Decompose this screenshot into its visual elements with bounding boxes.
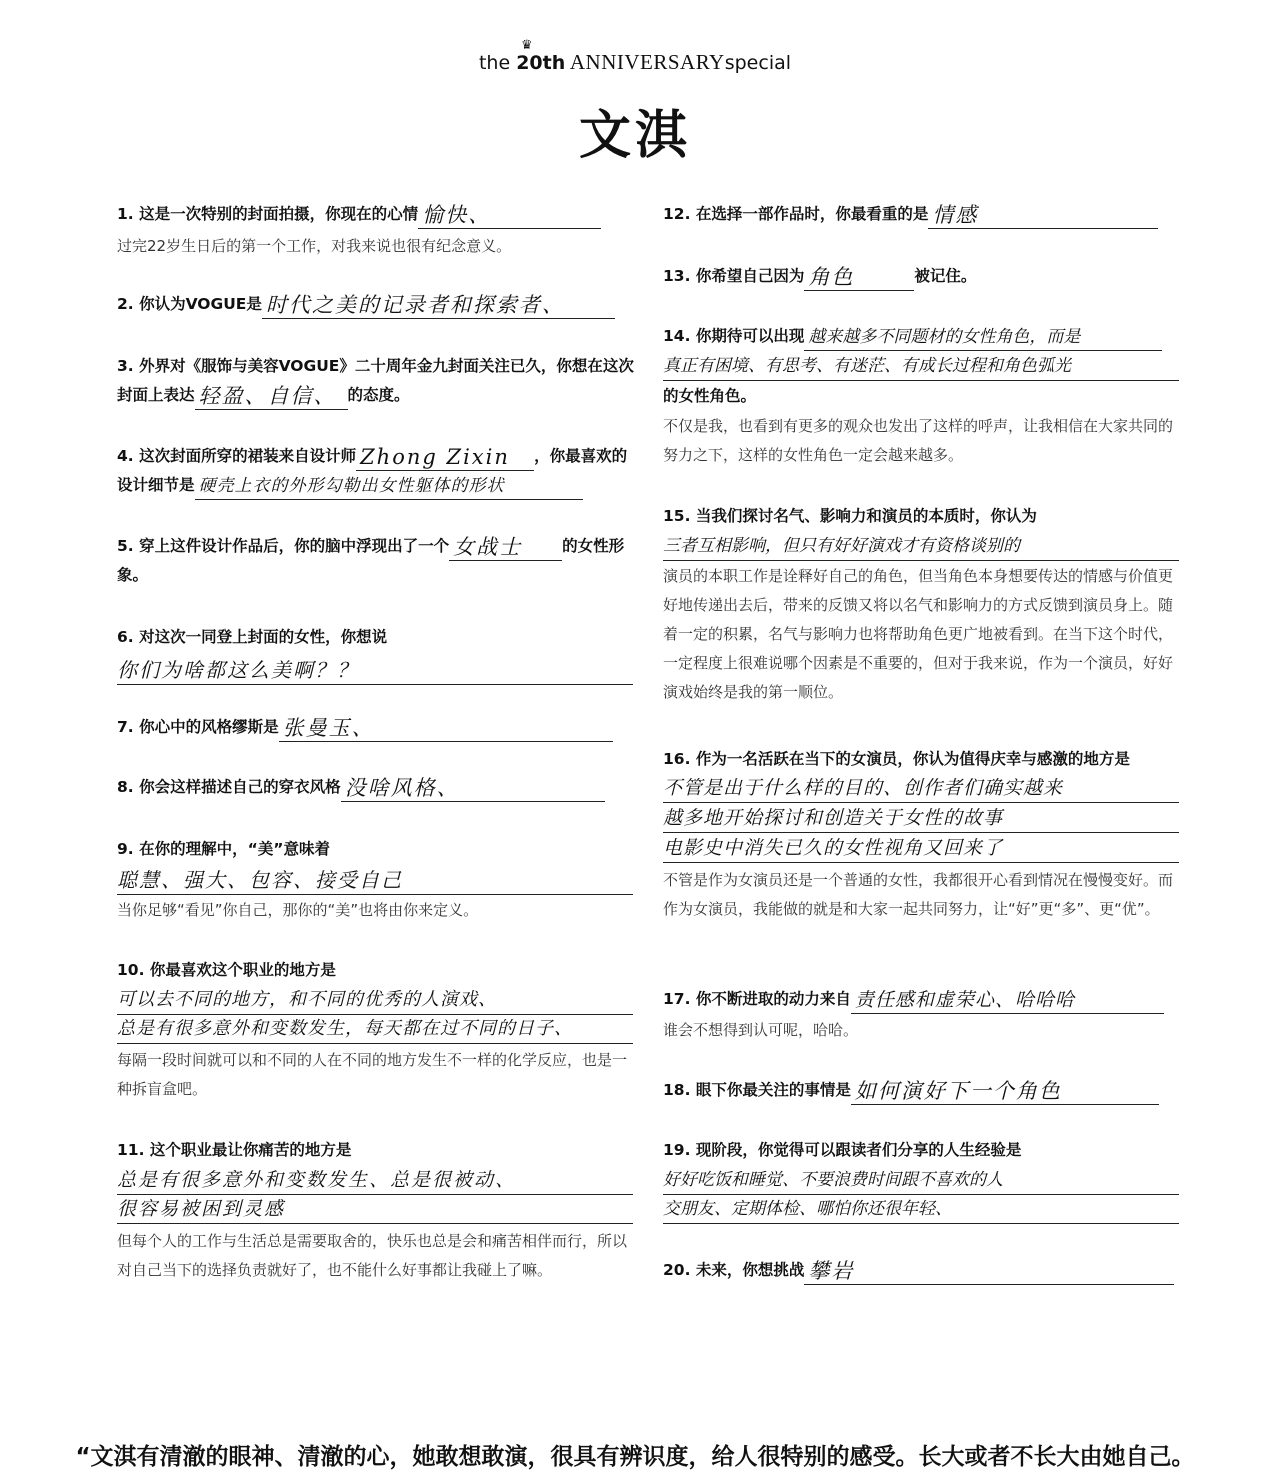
answer-16-line-1: 不管是出于什么样的目的、创作者们确实越来	[663, 774, 1179, 803]
note-16: 不管是作为女演员还是一个普通的女性，我都很开心看到情况在慢慢变好。而作为女演员，我能做的就是和大家一起共同努力，让“好”更“多”、更“优”。	[663, 871, 1174, 918]
question-12: 12. 在选择一部作品时，你最看重的是 情感	[663, 200, 1183, 229]
page-title: 文淇	[578, 105, 691, 166]
brand-the: the	[478, 52, 517, 74]
note-17: 谁会不想得到认可呢，哈哈。	[663, 1021, 859, 1039]
answer-10-line-1: 可以去不同的地方，和不同的优秀的人演戏、	[117, 986, 633, 1015]
answer-17: 责任感和虚荣心、哈哈哈	[851, 987, 1164, 1014]
note-14: 不仅是我，也看到有更多的观众也发出了这样的呼声，让我相信在大家共同的努力之下，这样的女性角色一定会越来越多。	[663, 417, 1174, 464]
question-1: 1. 这是一次特别的封面拍摄，你现在的心情 愉快、	[117, 200, 637, 229]
answer-2: 时代之美的记录者和探索者、	[262, 292, 615, 319]
answer-9: 聪慧、强大、包容、接受自己	[117, 866, 633, 895]
header	[0, 38, 1270, 168]
question-10: 10. 你最喜欢这个职业的地方是	[117, 961, 336, 979]
answer-1: 愉快、	[418, 202, 601, 229]
answer-18: 如何演好下一个角色	[851, 1078, 1159, 1105]
question-7: 7. 你心中的风格缪斯是 张曼玉、	[117, 713, 637, 742]
question-11: 11. 这个职业最让你痛苦的地方是	[117, 1141, 352, 1159]
answer-15: 三者互相影响，但只有好好演戏才有资格谈别的	[663, 532, 1179, 561]
answer-12: 情感	[928, 202, 1158, 229]
answer-5: 女战士	[449, 534, 562, 561]
question-16: 16. 作为一名活跃在当下的女演员，你认为值得庆幸与感激的地方是	[663, 750, 1130, 768]
answer-3: 轻盈、自信、	[195, 383, 348, 410]
pull-quote: “文淇有清澈的眼神、清澈的心，她敢想敢演，很具有辨识度，给人很特别的感受。长大或者不长大由她自己。	[75, 1444, 1195, 1470]
question-20: 20. 未来，你想挑战 攀岩	[663, 1256, 1183, 1285]
answer-16-line-2: 越多地开始探讨和创造关于女性的故事	[663, 804, 1179, 833]
note-10: 每隔一段时间就可以和不同的人在不同的地方发生不一样的化学反应，也是一种拆盲盒吧。	[117, 1051, 628, 1098]
note-11: 但每个人的工作与生活总是需要取舍的，快乐也总是会和痛苦相伴而行，所以对自己当下的选择负责就好了，也不能什么好事都让我碰上了嘛。	[117, 1232, 628, 1279]
question-8: 8. 你会这样描述自己的穿衣风格 没啥风格、	[117, 773, 637, 802]
answer-6: 你们为啥都这么美啊？？	[117, 656, 633, 685]
answer-14-line-1: 越来越多不同题材的女性角色，而是	[804, 324, 1162, 351]
question-4: 4. 这次封面所穿的裙装来自设计师 Zhong Zixin ，你最喜欢的设计细节是 硬壳上衣的外形勾勒出女性躯体的形状	[117, 442, 637, 500]
answer-16-line-3: 电影史中消失已久的女性视角又回来了	[663, 834, 1179, 863]
question-5: 5. 穿上这件设计作品后，你的脑中浮现出了一个 女战士 的女性形象。	[117, 535, 625, 584]
answer-10-line-2: 总是有很多意外和变数发生，每天都在过不同的日子、	[117, 1015, 633, 1044]
question-15: 15. 当我们探讨名气、影响力和演员的本质时，你认为	[663, 507, 1037, 525]
question-18: 18. 眼下你最关注的事情是 如何演好下一个角色	[663, 1076, 1183, 1105]
answer-14-line-2: 真正有困境、有思考、有迷茫、有成长过程和角色弧光	[663, 352, 1179, 381]
answer-11-line-1: 总是有很多意外和变数发生、总是很被动、	[117, 1166, 633, 1195]
question-14-suffix: 的女性角色。	[663, 387, 757, 405]
answer-8: 没啥风格、	[341, 775, 605, 802]
answer-19-line-2: 交朋友、定期体检、哪怕你还很年轻、	[663, 1195, 1179, 1224]
question-2: 2. 你认为VOGUE是 时代之美的记录者和探索者、	[117, 290, 637, 319]
question-6: 6. 对这次一同登上封面的女性，你想说	[117, 628, 388, 646]
brand-anniversary: ANNIVERSARY	[565, 50, 725, 74]
answer-4-detail: 硬壳上衣的外形勾勒出女性躯体的形状	[195, 473, 583, 500]
brand-special: special	[724, 52, 792, 74]
question-14: 14. 你期待可以出现 越来越多不同题材的女性角色，而是	[663, 322, 1183, 351]
answer-19-line-1: 好好吃饭和睡觉、不要浪费时间跟不喜欢的人	[663, 1166, 1179, 1195]
note-1: 过完22岁生日后的第一个工作，对我来说也很有纪念意义。	[117, 237, 512, 255]
question-9: 9. 在你的理解中，“美”意味着	[117, 840, 330, 858]
answer-4-designer: Zhong Zixin	[356, 444, 534, 471]
answer-13: 角色	[804, 264, 914, 291]
crown-icon: ♛	[520, 38, 533, 53]
question-13: 13. 你希望自己因为 角色 被记住。	[663, 265, 977, 289]
question-17: 17. 你不断进取的动力来自 责任感和虚荣心、哈哈哈	[663, 985, 1183, 1014]
answer-20: 攀岩	[804, 1258, 1174, 1285]
note-9: 当你足够“看见”你自己，那你的“美”也将由你来定义。	[117, 901, 479, 919]
question-3: 3. 外界对《服饰与美容VOGUE》二十周年金九封面关注已久，你想在这次封面上表达 轻盈、自信、 的态度。	[117, 357, 634, 408]
answer-7: 张曼玉、	[279, 715, 613, 742]
question-19: 19. 现阶段，你觉得可以跟读者们分享的人生经验是	[663, 1141, 1022, 1159]
anniversary-brand	[478, 38, 792, 75]
note-15: 演员的本职工作是诠释好自己的角色，但当角色本身想要传达的情感与价值更好地传递出去后，带来的反馈又将以名气和影响力的方式反馈到演员身上。随着一定的积累，名气与影响力也将帮助角色更广地被看到。在当下这个时代，一定程度上很难说哪个因素是不重要的，但对于我来说，作为一个演员，好好演戏始终是我的第一顺位。	[663, 567, 1174, 701]
answer-11-line-2: 很容易被困到灵感	[117, 1195, 633, 1224]
brand-num: 20th	[516, 52, 566, 74]
